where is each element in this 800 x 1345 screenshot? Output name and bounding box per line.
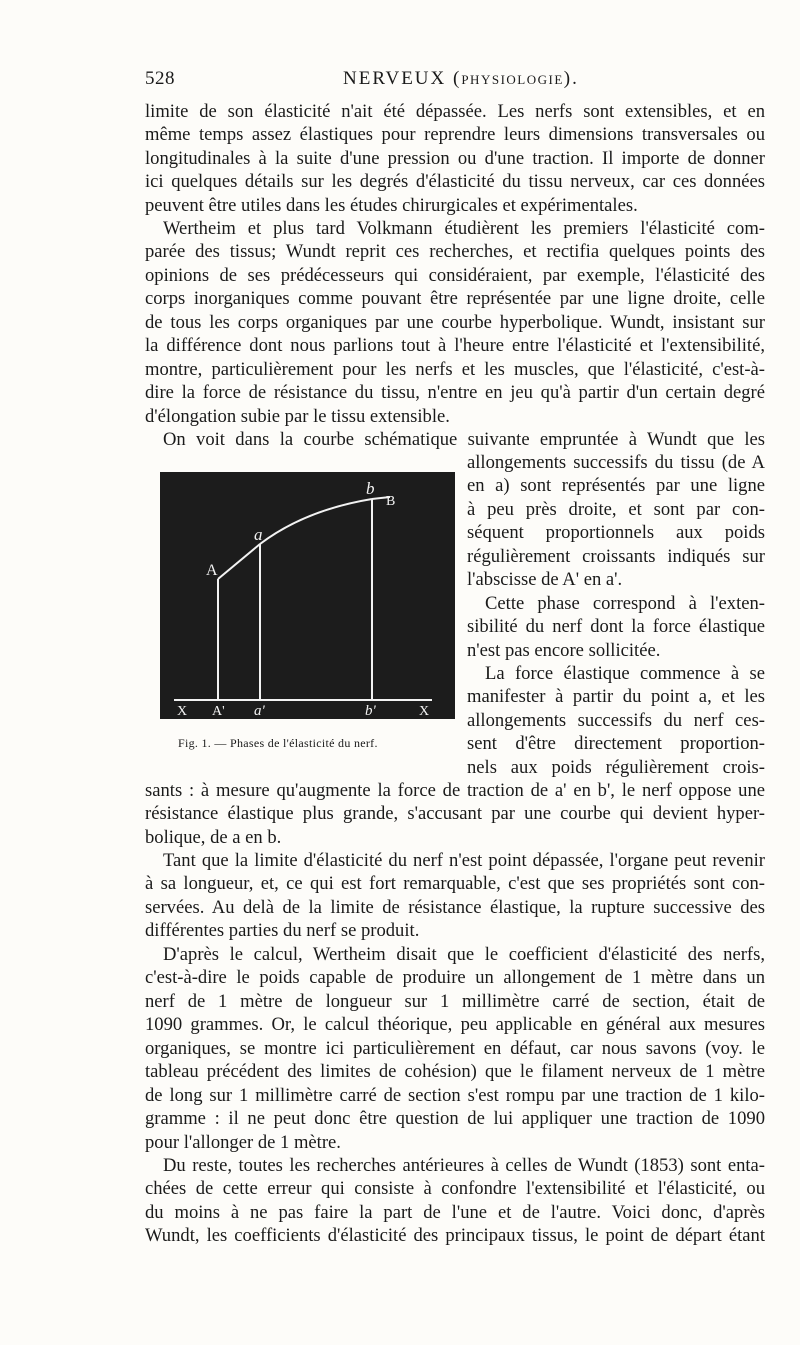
text-line: l'abscisse de A' en a'. xyxy=(467,569,623,591)
text-line: La force élastique commence à se xyxy=(485,663,765,684)
text-line: servées. Au delà de la limite de résistance élastique, la rupture successive des xyxy=(145,896,765,918)
label-A-prime: A' xyxy=(212,704,225,719)
paragraph-3-first-line xyxy=(145,428,765,451)
label-A: A xyxy=(206,562,218,579)
text-line: bolique, de a en b. xyxy=(145,826,282,848)
text-line: Tant que la limite d'élasticité du nerf n'est point dépassée, l'organe peut revenir xyxy=(163,850,765,871)
text-line: séquent proportionnels aux poids xyxy=(467,522,765,544)
paragraph-7 xyxy=(145,943,765,1154)
text-line: régulièrement croissants indiqués sur xyxy=(467,545,765,567)
paragraph-2 xyxy=(145,217,765,428)
text-line: chées de cette erreur qui consiste à confondre l'extensibilité et l'élasticité, ou xyxy=(145,1178,765,1200)
text-line: ici quelques détails sur les degrés d'élasticité du tissu nerveux, car ces données xyxy=(145,171,765,193)
text-line: en a) sont représentés par une ligne xyxy=(467,475,765,497)
paragraph-1 xyxy=(145,100,765,217)
running-title-main: NERVEUX ( xyxy=(343,68,462,89)
paragraph-3-side xyxy=(467,451,765,592)
text-line: c'est-à-dire le poids capable de produire un allongement de 1 mètre dans un xyxy=(145,967,765,989)
text-line: de tous les corps organiques par une courbe hyperbolique. Wundt, insistant sur xyxy=(145,311,765,333)
text-line: à sa longueur, et, ce qui est fort remarquable, c'est que ses propriétés sont con- xyxy=(145,873,765,895)
text-line: différentes parties du nerf se produit. xyxy=(145,920,420,942)
text-line: parée des tissus; Wundt reprit ces recherches, et rectifia quelques points des xyxy=(145,241,765,263)
text-line: nels aux poids régulièrement crois- xyxy=(467,756,765,778)
text-line: la différence dont nous parlions tout à l'heure entre l'élasticité et l'extensibilité, xyxy=(145,335,765,357)
text-line: peuvent être utiles dans les études chirurgicales et expérimentales. xyxy=(145,194,638,216)
text-line: D'après le calcul, Wertheim disait que le coefficient d'élasticité des nerfs, xyxy=(163,944,765,965)
text-line: opinions de ses prédécesseurs qui considéraient, par exemple, l'élasticité des xyxy=(145,264,765,286)
text-line: résistance élastique plus grande, s'accusant par une courbe qui devient hyper- xyxy=(145,803,765,825)
text-line: dire la force de résistance du tissu, n'entre en jeu qu'à partir d'un certain degré xyxy=(145,382,765,404)
text-line: montre, particulièrement pour les nerfs et les muscles, que l'élasticité, c'est-à- xyxy=(145,358,765,380)
text-line: longitudinales à la suite d'une pression ou d'une traction. Il importe de donner xyxy=(145,147,765,169)
paragraph-6 xyxy=(145,849,765,943)
text-line: du moins à ne pas faire la part de l'une et de l'autre. Voici donc, d'après xyxy=(145,1201,765,1223)
text-line: On voit dans la courbe schématique suivante empruntée à Wundt que les xyxy=(163,429,765,450)
elasticity-diagram xyxy=(160,472,455,719)
text-line: 1090 grammes. Or, le calcul théorique, peu applicable en général aux mesures xyxy=(145,1014,765,1036)
text-line: corps inorganiques comme pouvant être représentée par une ligne droite, celle xyxy=(145,288,765,310)
elasticity-figure xyxy=(160,472,455,719)
label-B: B xyxy=(386,494,396,509)
text-line: allongements successifs du tissu (de A xyxy=(467,452,765,473)
text-line: de long sur 1 millimètre carré de section s'est rompu par une traction de 1 kilo- xyxy=(145,1084,765,1106)
text-line: organiques, se montre ici particulièrement en défaut, car nous savons (voy. le xyxy=(145,1037,765,1059)
paragraph-5-side xyxy=(467,662,765,779)
running-title-subject: PHYSIOLOGIE xyxy=(461,72,564,87)
paragraph-8 xyxy=(145,1154,765,1248)
text-line: Wundt, les coefficients d'élasticité des principaux tissus, le point de départ étant xyxy=(145,1225,765,1247)
page-header xyxy=(145,68,765,98)
text-line: Wertheim et plus tard Volkmann étudièrent les premiers l'élasticité com- xyxy=(163,218,765,239)
text-line: à peu près droite, et sont par con- xyxy=(467,498,765,520)
paragraph-5-continued xyxy=(145,779,765,849)
text-line: Du reste, toutes les recherches antérieures à celles de Wundt (1853) sont enta- xyxy=(163,1155,765,1176)
text-line: sent d'être directement proportion- xyxy=(467,733,765,755)
label-X-left: X xyxy=(177,704,188,719)
label-a: a xyxy=(254,525,263,544)
text-line: sibilité du nerf dont la force élastique xyxy=(467,616,765,638)
figure-caption: Fig. 1. — Phases de l'élasticité du nerf. xyxy=(178,736,378,750)
running-title-end: ). xyxy=(563,68,579,89)
text-line: tableau précédent des limites de cohésion) que le filament nerveux de 1 mètre xyxy=(145,1061,765,1083)
text-line: d'élongation subie par le tissu extensible. xyxy=(145,405,450,427)
text-line: allongements successifs du nerf ces- xyxy=(467,709,765,731)
paragraph-4-side xyxy=(467,592,765,662)
text-line: limite de son élasticité n'ait été dépassée. Les nerfs sont extensibles, et en xyxy=(145,101,765,122)
text-line: gramme : il ne peut donc être question de lui appliquer une traction de 1090 xyxy=(145,1108,765,1130)
text-line: pour l'allonger de 1 mètre. xyxy=(145,1131,341,1153)
label-b-prime: b' xyxy=(365,703,376,719)
text-line: même temps assez élastiques pour reprendre leurs dimensions transversales ou xyxy=(145,124,765,146)
page-number: 528 xyxy=(145,68,175,89)
text-line: n'est pas encore sollicitée. xyxy=(467,639,661,661)
text-line: nerf de 1 mètre de longueur sur 1 millimètre carré de section, était de xyxy=(145,990,765,1012)
running-title xyxy=(343,68,579,90)
text-line: sants : à mesure qu'augmente la force de traction de a' en b', le nerf oppose une xyxy=(145,780,765,801)
text-line: Cette phase correspond à l'exten- xyxy=(485,593,765,614)
label-X-right: X xyxy=(419,704,430,719)
figure-background xyxy=(160,472,455,719)
label-b: b xyxy=(366,479,375,498)
label-a-prime: a' xyxy=(254,703,265,719)
text-line: manifester à partir du point a, et les xyxy=(467,686,765,708)
